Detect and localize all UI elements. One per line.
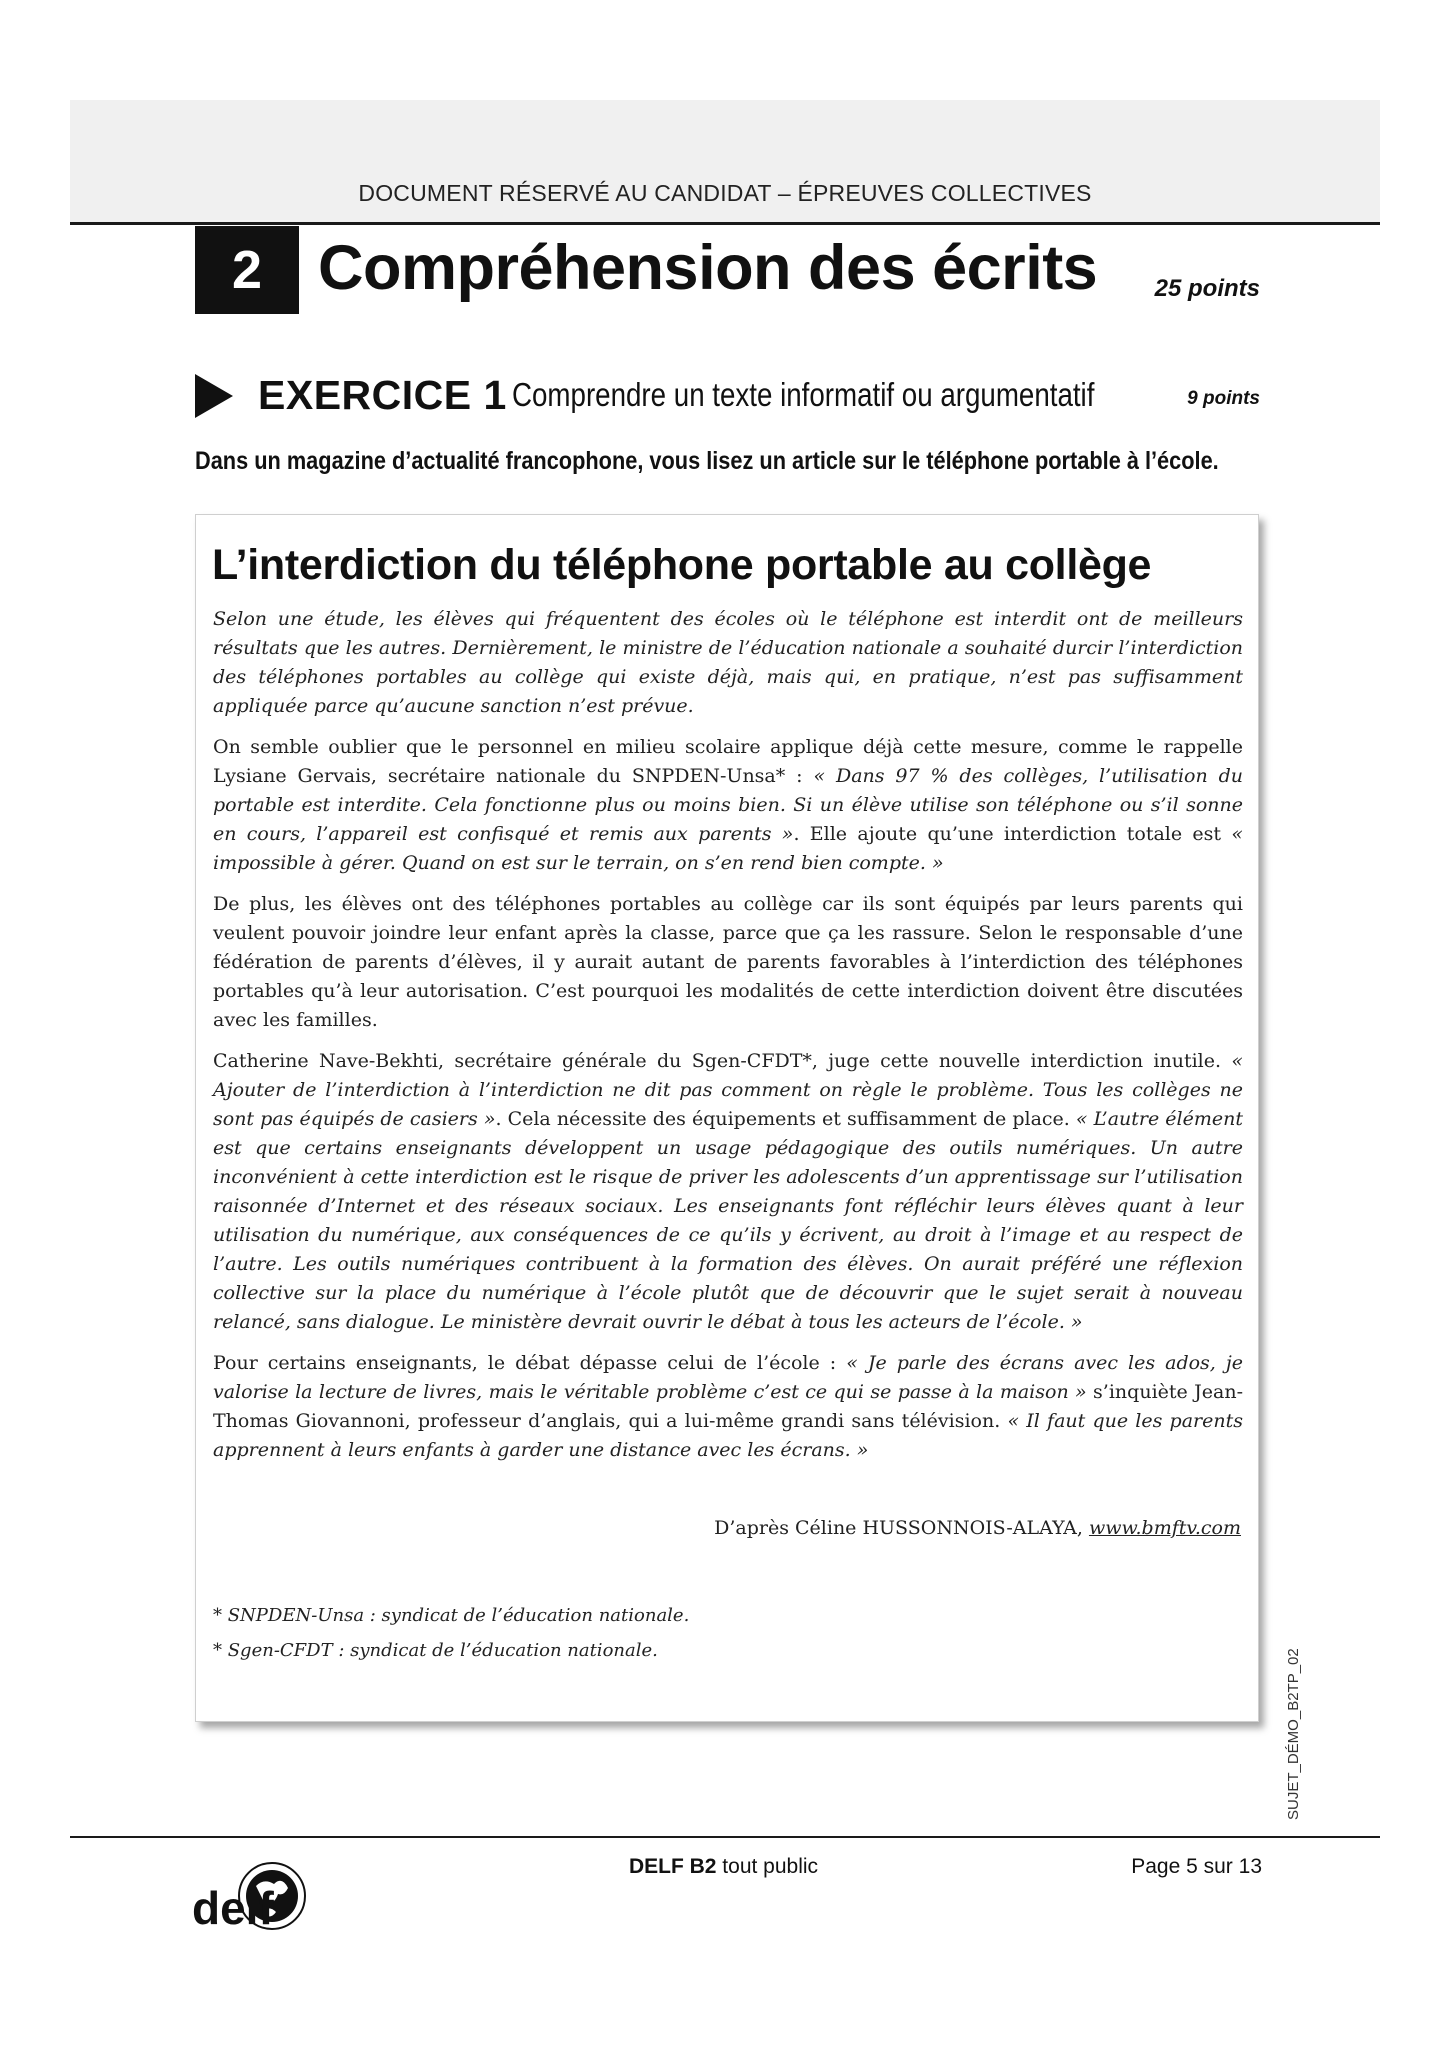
paragraph-4 bbox=[213, 1047, 1243, 1337]
exercise-label: EXERCICE 1 bbox=[258, 372, 507, 418]
source-link[interactable]: www.bmftv.com bbox=[1088, 1517, 1241, 1539]
quote-nave-bekhti-2: « L’autre élément est que certains enseignants développent un usage pédagogique des outils numériques. Un autre inconvénient à cette interdiction est le risque de priver les adolescents d’un apprentissage sur l’utilisation raisonnée d’Internet et des réseaux sociaux. Les enseignants font réfléchir leurs élèves quant à leur utilisation du numérique, aux conséquences de ce qu’ils y écrivent, au droit à l’image et au respect de l’autre. Les outils numériques contribuent à la formation des élèves. On aurait préféré une réflexion collective sur la place du numérique à l’école plutôt que de découvrir que le sujet serait à nouveau relancé, sans dialogue. Le ministère devrait ouvrir le débat à tous les acteurs de l’école. » bbox=[213, 1108, 1244, 1333]
article-title: L’interdiction du téléphone portable au collège bbox=[212, 541, 1152, 589]
footnote-2: * Sgen-CFDT : syndicat de l’éducation nationale. bbox=[213, 1640, 658, 1661]
section-title: Compréhension des écrits bbox=[318, 233, 1098, 303]
paragraph-5-text-b: s’inquiète Jean-Thomas Giovannoni, professeur d’anglais, qui a lui-même grandi sans télévision. bbox=[213, 1381, 1243, 1432]
quote-giovannoni-1: « Je parle des écrans avec les ados, je valorise la lecture de livres, mais le véritable problème c’est ce qui se passe à la maison » bbox=[213, 1352, 1243, 1403]
page-number: Page 5 sur 13 bbox=[1131, 1855, 1262, 1878]
paragraph-1-text: Selon une étude, les élèves qui fréquentent des écoles où le téléphone est interdit ont de meilleurs résultats que les autres. Dernièrement, le ministre de l’éducation nationale a souhaité durcir l’interdiction des téléphones portables au collège qui existe déjà, mais qui, en pratique, n’est pas suffisamment appliquée parce qu’aucune sanction n’est prévue. bbox=[213, 608, 1243, 717]
quote-gervais-1: « Dans 97 % des collèges, l’utilisation du portable est interdite. Cela fonctionne plus ou moins bien. Si un élève utilise son téléphone ou s’il sonne en cours, l’appareil est confisqué et remis aux parents » bbox=[213, 765, 1243, 845]
paragraph-3 bbox=[213, 890, 1243, 1035]
paragraph-3-text: De plus, les élèves ont des téléphones portables au collège car ils sont équipés par leurs parents qui veulent pouvoir joindre leur enfant après la classe, parce que ça les rassure. Selon le responsable d’une fédération de parents d’élèves, il y aurait autant de parents favorables à l’interdiction des téléphones portables qu’à leur autorisation. C’est pourquoi les modalités de cette interdiction doivent être discutées avec les familles. bbox=[213, 893, 1243, 1031]
quote-giovannoni-2: « Il faut que les parents apprennent à leurs enfants à garder une distance avec les écrans. » bbox=[213, 1410, 1243, 1461]
header-title: DOCUMENT RÉSERVÉ AU CANDIDAT – ÉPREUVES COLLECTIVES bbox=[358, 180, 1092, 206]
paragraph-4-text-b: . Cela nécessite des équipements et suffisamment de place. bbox=[495, 1108, 1076, 1130]
exercise-instruction: Dans un magazine d’actualité francophone, vous lisez un article sur le téléphone portable à l’école. bbox=[195, 447, 1219, 475]
footnotes bbox=[213, 1605, 689, 1675]
source-prefix: D’après Céline HUSSONNOIS-ALAYA, bbox=[714, 1517, 1089, 1539]
paragraph-5 bbox=[213, 1349, 1243, 1465]
header-band bbox=[70, 100, 1380, 225]
exercise-subtitle: Comprendre un texte informatif ou argumentatif bbox=[512, 376, 1095, 413]
paragraph-1 bbox=[213, 605, 1243, 721]
section-points: 25 points bbox=[1154, 275, 1260, 302]
section-number: 2 bbox=[195, 226, 299, 314]
paragraph-2-text-b: . Elle ajoute qu’une interdiction totale est bbox=[793, 823, 1232, 845]
footer-exam-audience: tout public bbox=[716, 1855, 819, 1878]
footnote-1: * SNPDEN-Unsa : syndicat de l’éducation nationale. bbox=[213, 1605, 690, 1626]
article-source bbox=[714, 1517, 1241, 1539]
paragraph-5-text: Pour certains enseignants, le débat dépasse celui de l’école : bbox=[213, 1352, 847, 1374]
exercise-points: 9 points bbox=[1187, 388, 1260, 409]
logo-text: delf bbox=[192, 1882, 274, 1934]
footer-exam-level: DELF B2 bbox=[628, 1855, 717, 1878]
paragraph-2-text: On semble oublier que le personnel en milieu scolaire applique déjà cette mesure, comme le rappelle Lysiane Gervais, secrétaire nationale du SNPDEN-Unsa* : bbox=[213, 736, 1243, 787]
paragraph-2 bbox=[213, 733, 1243, 878]
play-arrow-icon bbox=[195, 374, 233, 418]
paragraph-4-text: Catherine Nave-Bekhti, secrétaire générale du Sgen-CFDT*, juge cette nouvelle interdiction inutile. bbox=[213, 1050, 1232, 1072]
quote-nave-bekhti-1: « Ajouter de l’interdiction à l’interdiction ne dit pas comment on règle le problème. Tous les collèges ne sont pas équipés de casiers » bbox=[213, 1050, 1243, 1130]
footer-rule bbox=[70, 1836, 1380, 1838]
document-code: SUJET_DÉMO_B2TP_02 bbox=[1285, 1648, 1302, 1820]
quote-gervais-2: « impossible à gérer. Quand on est sur le terrain, on s’en rend bien compte. » bbox=[213, 823, 1243, 874]
article-box bbox=[195, 514, 1259, 1722]
article-body bbox=[213, 605, 1243, 1477]
